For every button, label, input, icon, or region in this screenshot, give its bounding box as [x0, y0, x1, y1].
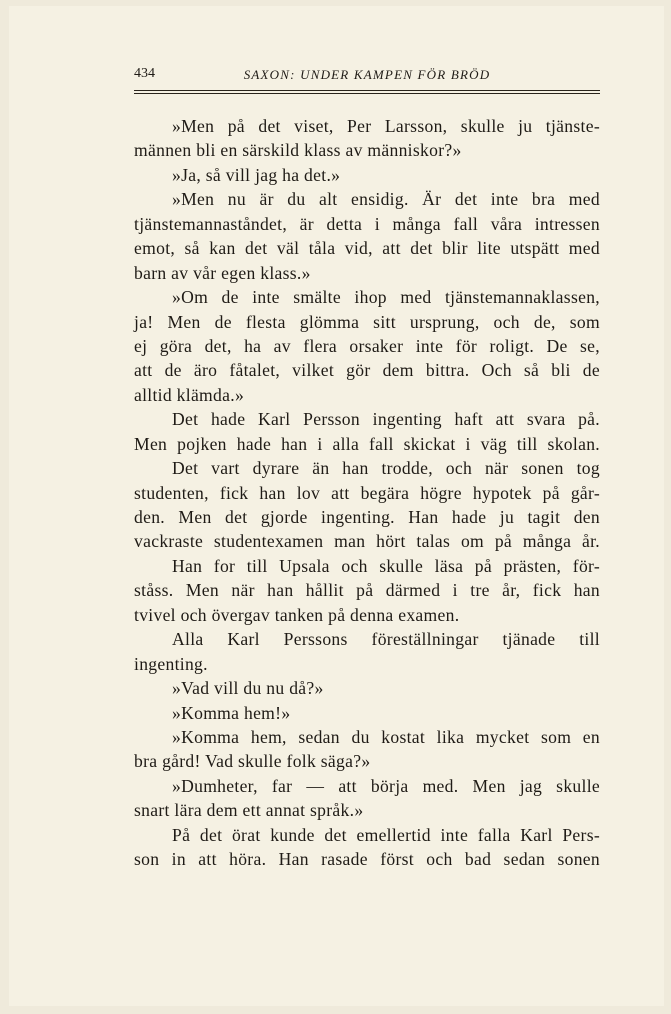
text-line: studenten, fick han lov att begära högre hypotek på går- [134, 482, 600, 503]
page-number: 434 [134, 66, 155, 81]
text-line: tvivel och övergav tanken på denna examen. [134, 604, 460, 625]
text-line: ej göra det, ha av flera orsaker inte för roligt. De se, [134, 335, 600, 356]
text-line: Han for till Upsala och skulle läsa på prästen, för- [172, 555, 600, 576]
text-line: Men pojken hade han i alla fall skickat i väg till skolan. [134, 433, 600, 454]
text-line: »Men nu är du alt ensidig. Är det inte bra med [172, 189, 600, 210]
text-line: barn av vår egen klass.» [134, 262, 311, 283]
text-line: ingenting. [134, 653, 208, 674]
text-line: att de äro fåtalet, vilket gör dem bittra. Och så bli de [134, 360, 600, 381]
text-line: Det hade Karl Persson ingenting haft att svara på. [172, 409, 600, 430]
text-line: snart lära dem ett annat språk.» [134, 800, 364, 821]
text-line: »Komma hem, sedan du kostat lika mycket som en [172, 726, 600, 747]
text-line: ståss. Men när han hållit på därmed i tre år, fick han [134, 580, 600, 601]
text-line: Det vart dyrare än han trodde, och när sonen tog [172, 458, 600, 479]
text-line: Alla Karl Perssons föreställningar tjänade till [172, 629, 600, 650]
header-rule [134, 90, 600, 91]
text-line: »Ja, så vill jag ha det.» [172, 164, 341, 185]
running-title: SAXON: UNDER KAMPEN FÖR BRÖD [243, 67, 491, 82]
text-line: alltid klämda.» [134, 384, 245, 405]
text-line: »Vad vill du nu då?» [172, 678, 324, 699]
text-line: »Om de inte smälte ihop med tjänstemannaklassen, [172, 287, 600, 308]
text-line: son in att höra. Han rasade först och bad sedan sonen [134, 849, 600, 870]
text-line: emot, så kan det väl tåla vid, att det blir lite utspätt med [134, 238, 600, 259]
text-line: bra gård! Vad skulle folk säga?» [134, 751, 371, 772]
text-line: vackraste studentexamen man hört talas om på många år. [134, 531, 600, 552]
text-line: »Men på det viset, Per Larsson, skulle ju tjänste- [172, 116, 600, 136]
text-line: ja! Men de flesta glömma sitt ursprung, och de, som [134, 311, 600, 332]
body-text [134, 114, 600, 872]
text-line: »Komma hem!» [172, 702, 291, 723]
text-line: På det örat kunde det emellertid inte falla Karl Pers- [172, 824, 600, 845]
text-line: männen bli en särskild klass av människor?» [134, 140, 462, 161]
header-rule-double [134, 93, 600, 94]
page-header [134, 66, 600, 88]
text-line: »Dumheter, far — att börja med. Men jag skulle [172, 775, 600, 796]
text-line: tjänstemannaståndet, är detta i många fall våra intressen [134, 213, 600, 234]
text-line: den. Men det gjorde ingenting. Han hade ju tagit den [134, 507, 600, 527]
